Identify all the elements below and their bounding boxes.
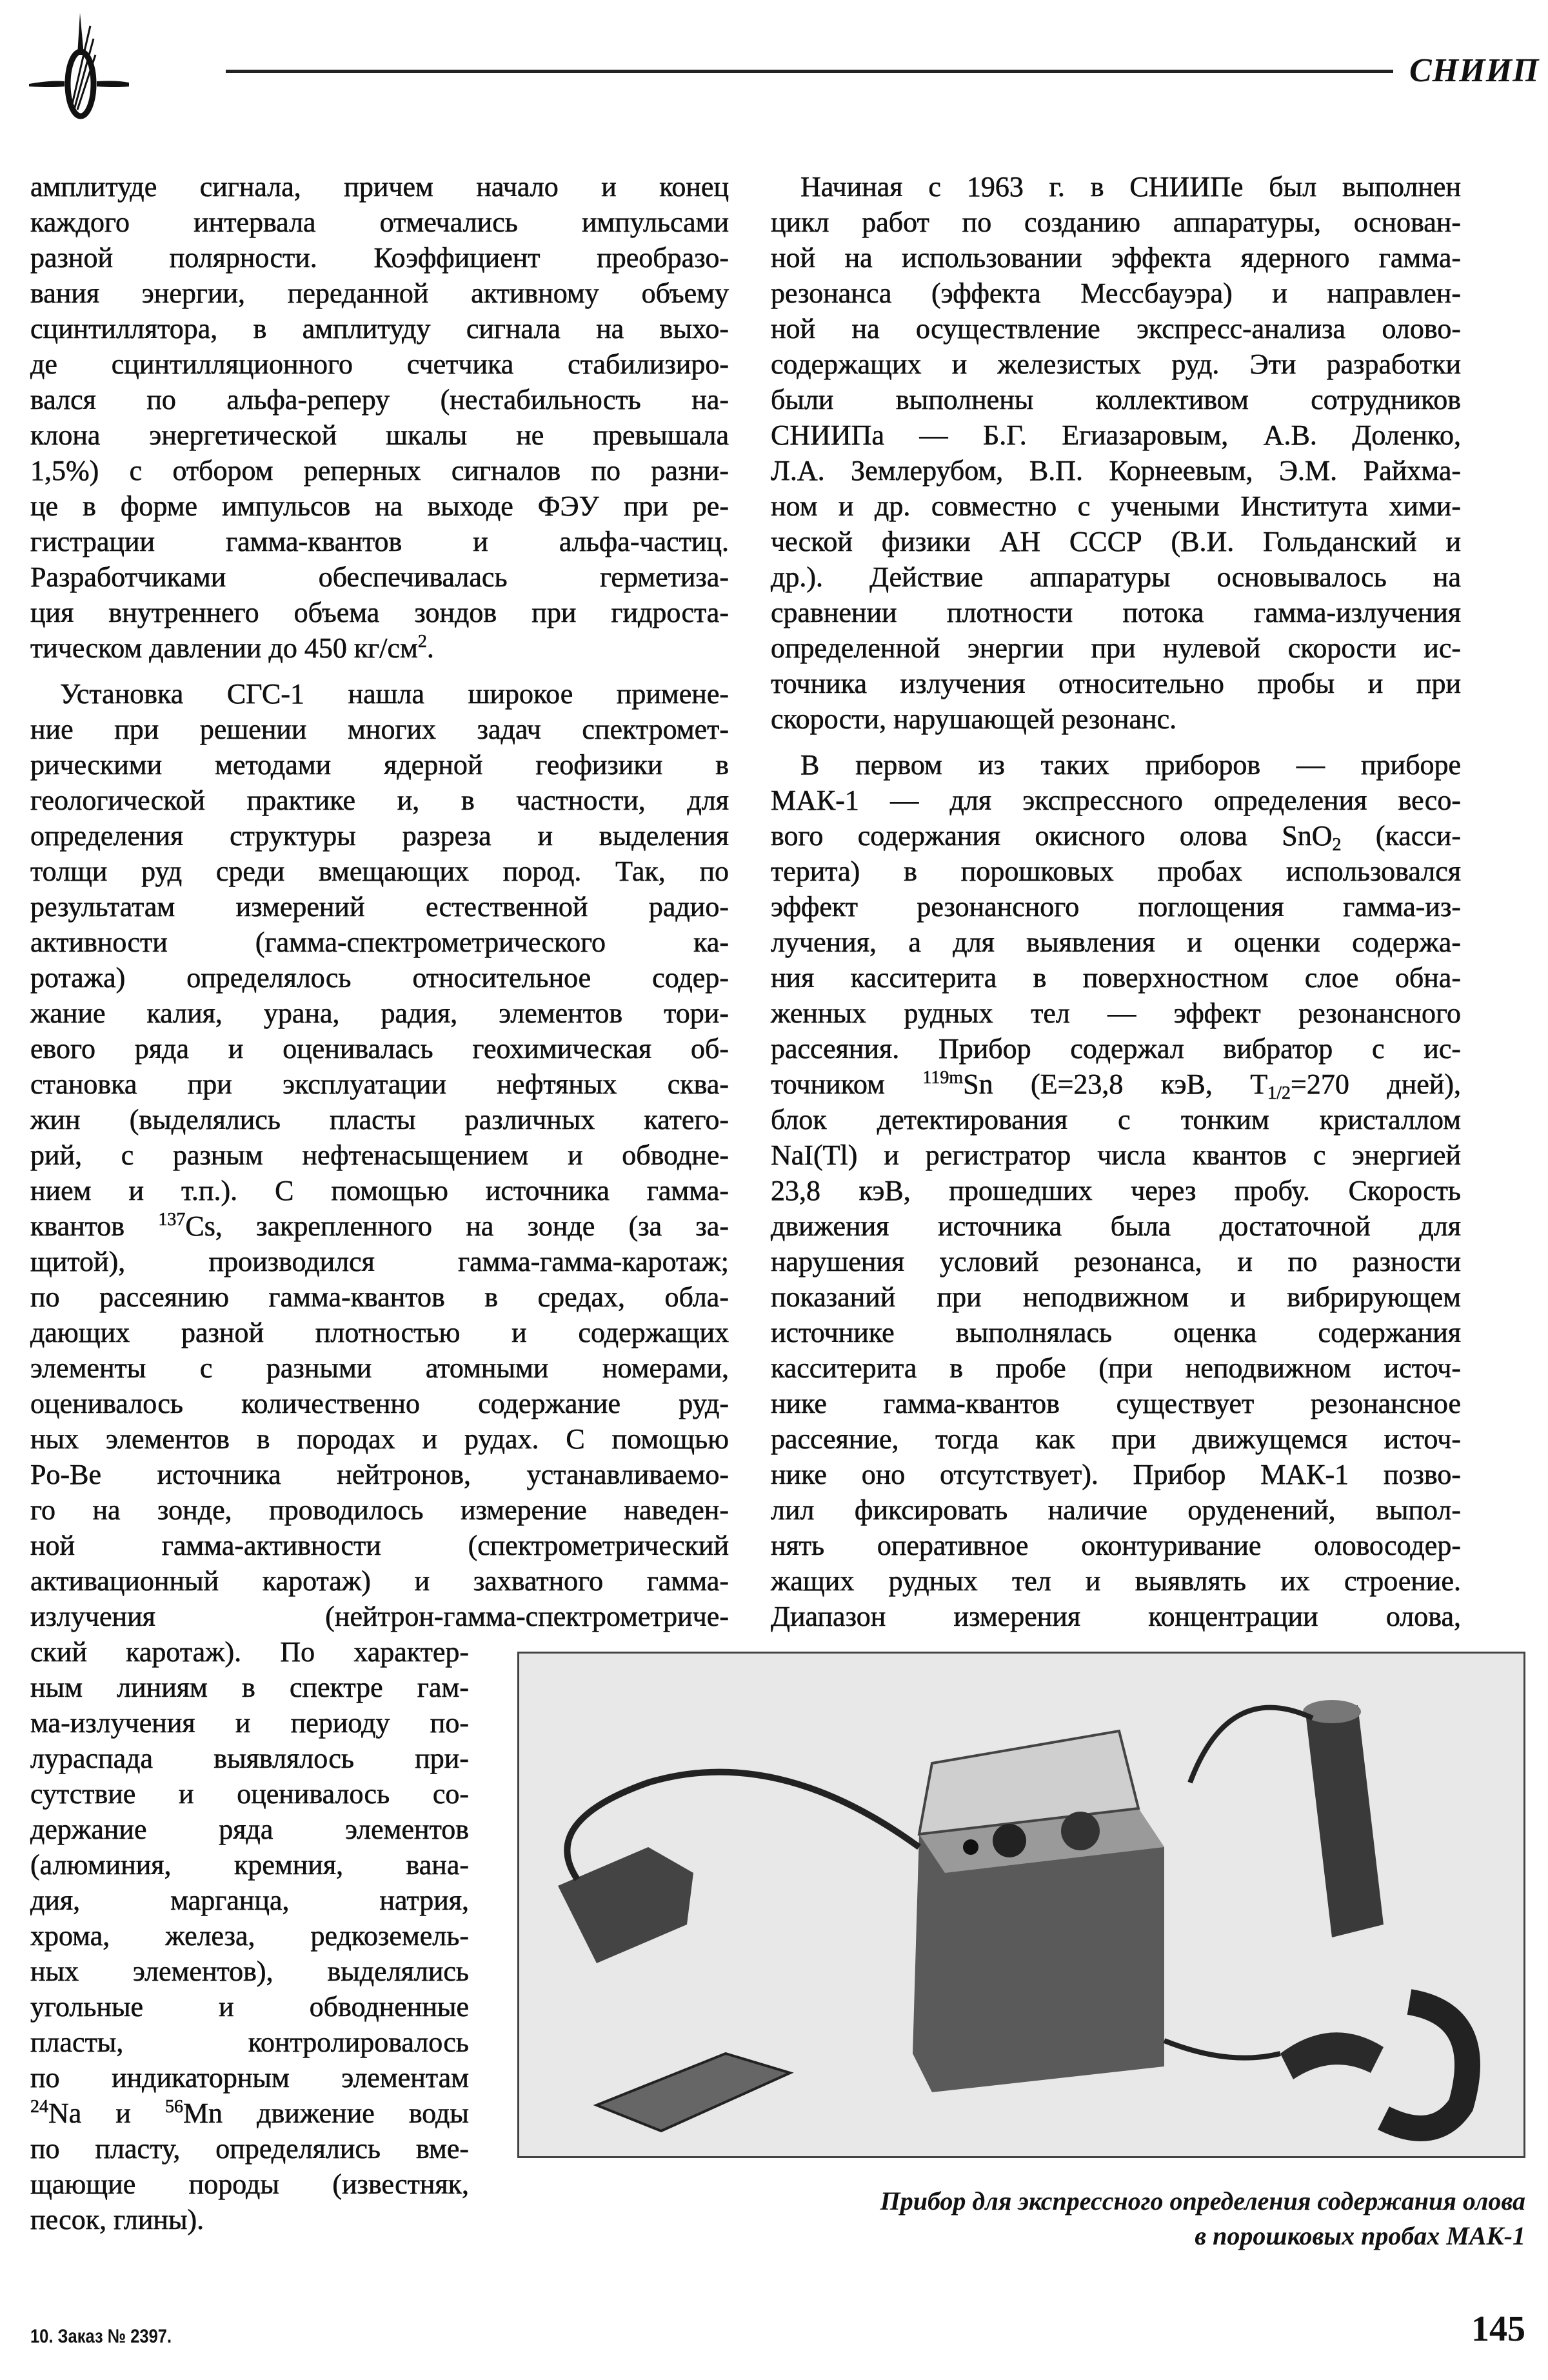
text-line: NaI(Tl) и регистратор числа квантов с энергией xyxy=(771,1139,1461,1171)
text-segment: =270 дней), xyxy=(1291,1068,1461,1100)
text-line: показаний при неподвижном и вибрирующем xyxy=(771,1281,1461,1313)
text-line: содержащих и железистых руд. Эти разработки xyxy=(771,348,1461,380)
text-line: определения структуры разреза и выделения xyxy=(30,820,729,852)
text-line: ние при решении многих задач спектромет- xyxy=(30,714,729,745)
text-line: евого ряда и оценивалась геохимическая об- xyxy=(30,1033,729,1065)
text-line: (алюминия, кремния, вана- xyxy=(30,1849,469,1881)
text-line: угольные и обводненные xyxy=(30,1991,469,2023)
text-line: лураспада выявлялось при- xyxy=(30,1743,469,1774)
text-line: сутствие и оценивалось со- xyxy=(30,1778,469,1810)
text-line: Диапазон измерения концентрации олова, xyxy=(771,1601,1461,1632)
text-line: ной гамма-активности (спектрометрический xyxy=(30,1530,729,1561)
text-line: элементы с разными атомными номерами, xyxy=(30,1352,729,1384)
text-line: эффект резонансного поглощения гамма-из- xyxy=(771,891,1461,923)
text-line: рическими методами ядерной геофизики в xyxy=(30,749,729,781)
text-line: ных элементов), выделялись xyxy=(30,1955,469,1987)
text-line: Установка СГС-1 нашла широкое примене- xyxy=(60,678,729,710)
text-line: клона энергетической шкалы не превышала xyxy=(30,419,729,451)
text-segment: вого содержания окисного олова SnO xyxy=(771,820,1333,852)
text-line: по индикаторным элементам xyxy=(30,2062,469,2094)
text-line: СНИИПа — Б.Г. Егиазаровым, А.В. Доленко, xyxy=(771,419,1461,451)
text-line: сравнении плотности потока гамма-излучения xyxy=(771,597,1461,628)
text-line: дающих разной плотностью и содержащих xyxy=(30,1317,729,1348)
text-line: движения источника была достаточной для xyxy=(771,1210,1461,1242)
text-line xyxy=(30,2095,469,2131)
text-line: дия, марганца, натрия, xyxy=(30,1885,469,1916)
text-line: МАК-1 — для экспрессного определения весо- xyxy=(771,785,1461,816)
text-line: результатам измерений естественной радио- xyxy=(30,891,729,923)
text-line: активационный каротаж) и захватного гамма- xyxy=(30,1565,729,1597)
text-line: по рассеянию гамма-квантов в средах, обла- xyxy=(30,1281,729,1313)
superscript: 119m xyxy=(922,1068,964,1088)
page-number: 145 xyxy=(1471,2309,1525,2349)
text-line: ных элементов в породах и рудах. С помощью xyxy=(30,1423,729,1455)
text-line: нике гамма-квантов существует резонансное xyxy=(771,1388,1461,1419)
text-line: блок детектирования с тонким кристаллом xyxy=(771,1104,1461,1135)
text-line: жание калия, урана, радия, элементов тори- xyxy=(30,997,729,1029)
text-line: сцинтиллятора, в амплитуду сигнала на выхо- xyxy=(30,313,729,345)
paragraph xyxy=(30,169,729,666)
text-line: др.). Действие аппаратуры основывалось на xyxy=(771,561,1461,593)
subscript: 1/2 xyxy=(1267,1083,1291,1103)
text-line: каждого интервала отмечались импульсами xyxy=(30,206,729,238)
caption-line: Прибор для экспрессного определения содержания олова xyxy=(880,2186,1525,2215)
text-segment: . xyxy=(426,632,434,664)
text-line: разной полярности. Коэффициент преобразо- xyxy=(30,242,729,274)
order-note: 10. Заказ № 2397. xyxy=(30,2326,172,2347)
text-line: по пласту, определялись вме- xyxy=(30,2133,469,2165)
snip-logo xyxy=(26,13,219,126)
text-line: геологической практике и, в частности, для xyxy=(30,785,729,816)
text-line: касситерита в пробе (при неподвижном источ- xyxy=(771,1352,1461,1384)
text-line: ма-излучения и периоду по- xyxy=(30,1707,469,1739)
superscript: 24 xyxy=(30,2097,48,2117)
text-line: были выполнены коллективом сотрудников xyxy=(771,384,1461,415)
text-line xyxy=(771,1066,1461,1102)
text-line: толщи руд среди вмещающих пород. Так, по xyxy=(30,855,729,887)
text-line: Л.А. Землерубом, В.П. Корнеевым, Э.М. Райхма- xyxy=(771,455,1461,486)
text-line xyxy=(30,630,729,666)
superscript: 137 xyxy=(158,1210,186,1230)
text-line: хрома, железа, редкоземель- xyxy=(30,1920,469,1952)
text-line: точника излучения относительно пробы и при xyxy=(771,668,1461,699)
text-line: щающие породы (известняк, xyxy=(30,2168,469,2200)
caption-line: в порошковых пробах МАК-1 xyxy=(1195,2221,1525,2250)
text-line: ным линиям в спектре гам- xyxy=(30,1672,469,1703)
text-line: ротажа) определялось относительное содер- xyxy=(30,962,729,994)
text-line: лучения, а для выявления и оценки содержа- xyxy=(771,926,1461,958)
text-line: 1,5%) с отбором реперных сигналов по разни- xyxy=(30,455,729,486)
text-line: ния касситерита в поверхностном слое обна- xyxy=(771,962,1461,994)
text-segment: квантов xyxy=(30,1210,159,1242)
text-line: Разработчиками обеспечивалась герметиза- xyxy=(30,561,729,593)
text-line: ция внутреннего объема зондов при гидроста- xyxy=(30,597,729,628)
text-line: держание ряда элементов xyxy=(30,1814,469,1845)
text-line: источнике выполнялась оценка содержания xyxy=(771,1317,1461,1348)
mak1-device-image xyxy=(519,1654,1523,2156)
text-line: Начиная с 1963 г. в СНИИПе был выполнен xyxy=(800,171,1461,203)
text-line: цикл работ по созданию аппаратуры, основан- xyxy=(771,206,1461,238)
text-line: 23,8 кэВ, прошедших через пробу. Скорость xyxy=(771,1175,1461,1206)
text-line: гистрации гамма-квантов и альфа-частиц. xyxy=(30,526,729,557)
figure-caption xyxy=(880,2184,1525,2254)
superscript: 56 xyxy=(164,2097,183,2117)
text-line: становка при эксплуатации нефтяных сква- xyxy=(30,1068,729,1100)
paragraph xyxy=(771,747,1461,1634)
right-column xyxy=(771,169,1461,1645)
text-line: терита) в порошковых пробах использовался xyxy=(771,855,1461,887)
text-line: ном и др. совместно с учеными Института хими- xyxy=(771,490,1461,522)
text-line: лил фиксировать наличие оруденений, выпол- xyxy=(771,1494,1461,1526)
text-line xyxy=(30,1208,729,1244)
text-line: ский каротаж). По характер- xyxy=(30,1636,469,1668)
text-line: це в форме импульсов на выходе ФЭУ при ре- xyxy=(30,490,729,522)
text-line: излучения (нейтрон-гамма-спектрометриче- xyxy=(30,1601,729,1632)
superscript: 2 xyxy=(417,632,427,652)
text-line: рий, с разным нефтенасыщением и обводне- xyxy=(30,1139,729,1171)
text-segment: точником xyxy=(771,1068,923,1100)
text-segment: Na и xyxy=(48,2097,165,2129)
header-brand: СНИИП xyxy=(1409,52,1540,89)
text-line: вания энергии, переданной активному объему xyxy=(30,277,729,309)
text-line: жин (выделялись пласты различных катего- xyxy=(30,1104,729,1135)
text-line: нием и т.п.). С помощью источника гамма- xyxy=(30,1175,729,1206)
text-segment: Sn (E=23,8 кэВ, T xyxy=(963,1068,1268,1100)
text-segment: (касси- xyxy=(1341,820,1462,852)
paragraph xyxy=(771,169,1461,737)
text-line: песок, глины). xyxy=(30,2204,204,2235)
text-line: ной на осуществление экспресс-анализа олово- xyxy=(771,313,1461,345)
text-segment: тическом давлении до 450 кг/см xyxy=(30,632,418,664)
text-line: нарушения условий резонанса, и по разности xyxy=(771,1246,1461,1277)
text-line: активности (гамма-спектрометрического ка- xyxy=(30,926,729,958)
text-line: жащих рудных тел и выявлять их строение. xyxy=(771,1565,1461,1597)
text-line: пласты, контролировалось xyxy=(30,2026,469,2058)
text-line: ной на использовании эффекта ядерного гамма- xyxy=(771,242,1461,274)
instrument-photo xyxy=(517,1652,1525,2158)
text-line: определенной энергии при нулевой скорости ис- xyxy=(771,632,1461,664)
text-line: амплитуде сигнала, причем начало и конец xyxy=(30,171,729,203)
text-line: де сцинтилляционного счетчика стабилизиро- xyxy=(30,348,729,380)
text-line: скорости, нарушающей резонанс. xyxy=(771,703,1177,735)
text-line: нике оно отсутствует). Прибор МАК-1 позво- xyxy=(771,1459,1461,1490)
text-line: рассеяния. Прибор содержал вибратор с ис- xyxy=(771,1033,1461,1065)
text-line: В первом из таких приборов — приборе xyxy=(800,749,1461,781)
text-line: вался по альфа-реперу (нестабильность на- xyxy=(30,384,729,415)
text-line: рассеяние, тогда как при движущемся источ- xyxy=(771,1423,1461,1455)
text-line: Po-Be источника нейтронов, устанавливаемо- xyxy=(30,1459,729,1490)
text-line: ческой физики АН СССР (В.И. Гольданский и xyxy=(771,526,1461,557)
text-segment: Cs, закрепленного на зонде (за за- xyxy=(185,1210,729,1242)
text-line xyxy=(771,818,1461,854)
subscript: 2 xyxy=(1332,835,1342,855)
text-line: женных рудных тел — эффект резонансного xyxy=(771,997,1461,1029)
text-line: оценивалось количественно содержание руд- xyxy=(30,1388,729,1419)
text-line: нять оперативное оконтуривание оловосодер- xyxy=(771,1530,1461,1561)
header-rule xyxy=(226,70,1393,73)
text-line: щитой), производился гамма-гамма-каротаж; xyxy=(30,1246,729,1277)
text-line: го на зонде, проводилось измерение наведен- xyxy=(30,1494,729,1526)
text-line: резонанса (эффекта Мессбауэра) и направлен- xyxy=(771,277,1461,309)
text-segment: Mn движение воды xyxy=(183,2097,469,2129)
